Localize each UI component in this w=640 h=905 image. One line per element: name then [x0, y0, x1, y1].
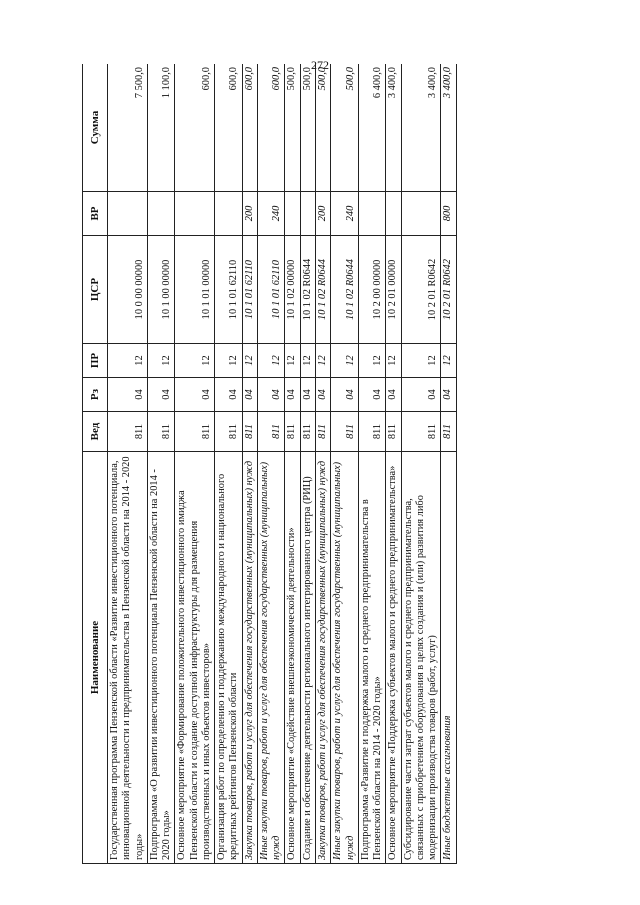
cell-vr — [175, 192, 215, 236]
cell-rz: 04 — [386, 378, 401, 412]
cell-sum: 600,0 — [215, 64, 243, 192]
table-row — [300, 64, 315, 864]
table-row — [401, 64, 441, 864]
cell-ved: 811 — [315, 412, 330, 452]
cell-vr — [285, 192, 300, 236]
cell-sum: 3 400,0 — [441, 64, 456, 192]
cell-name: Иные закупки товаров, работ и услуг для обеспечения государственных (муниципальных) нужд — [257, 452, 285, 864]
cell-rz: 04 — [175, 378, 215, 412]
table-row — [331, 64, 359, 864]
cell-vr: 800 — [441, 192, 456, 236]
cell-csr: 10 1 00 00000 — [147, 236, 175, 344]
cell-vr: 200 — [242, 192, 257, 236]
cell-rz: 04 — [108, 378, 148, 412]
cell-sum: 600,0 — [257, 64, 285, 192]
cell-ved: 811 — [358, 412, 386, 452]
cell-pr: 12 — [315, 344, 330, 378]
cell-name: Закупка товаров, работ и услуг для обеспечения государственных (муниципальных) нужд — [315, 452, 330, 864]
cell-vr — [358, 192, 386, 236]
cell-rz: 04 — [242, 378, 257, 412]
cell-rz: 04 — [300, 378, 315, 412]
cell-rz: 04 — [285, 378, 300, 412]
table-row — [215, 64, 243, 864]
cell-ved: 811 — [331, 412, 359, 452]
table-row — [147, 64, 175, 864]
cell-vr — [401, 192, 441, 236]
cell-rz: 04 — [147, 378, 175, 412]
cell-pr: 12 — [257, 344, 285, 378]
header-ved: Вед — [83, 412, 108, 452]
header-name: Наименование — [83, 452, 108, 864]
rotated-table-area — [82, 64, 558, 864]
cell-sum: 500,0 — [285, 64, 300, 192]
cell-pr: 12 — [300, 344, 315, 378]
cell-csr: 10 1 01 62110 — [242, 236, 257, 344]
cell-rz: 04 — [401, 378, 441, 412]
table-row — [257, 64, 285, 864]
cell-ved: 811 — [386, 412, 401, 452]
table-row — [386, 64, 401, 864]
cell-vr — [215, 192, 243, 236]
cell-csr: 10 2 01 00000 — [386, 236, 401, 344]
table-row — [175, 64, 215, 864]
cell-ved: 811 — [175, 412, 215, 452]
cell-name: Иные закупки товаров, работ и услуг для обеспечения государственных (муниципальных) нужд — [331, 452, 359, 864]
table-row — [108, 64, 148, 864]
cell-csr: 10 1 01 00000 — [175, 236, 215, 344]
cell-name: Субсидирование части затрат субъектов малого и среднего предпринимательства, связанных с приобретением оборудования в целях создания и (или) развития либо модернизации производства товаров (работ, услуг) — [401, 452, 441, 864]
cell-name: Основное мероприятие «Формирование положительного инвестиционного имиджа Пензенской области и создание доступной инфраструктуры для размещения производственных и иных объектов инвесторов» — [175, 452, 215, 864]
table-body — [108, 64, 457, 864]
cell-pr: 12 — [108, 344, 148, 378]
cell-pr: 12 — [441, 344, 456, 378]
cell-rz: 04 — [257, 378, 285, 412]
cell-sum: 500,0 — [331, 64, 359, 192]
cell-ved: 811 — [441, 412, 456, 452]
cell-name: Подпрограмма «О развитии инвестиционного потенциала Пензенской области на 2014 - 2020 годы» — [147, 452, 175, 864]
cell-csr: 10 2 01 R0642 — [401, 236, 441, 344]
table-header-row — [83, 64, 108, 864]
cell-pr: 12 — [331, 344, 359, 378]
table-row — [285, 64, 300, 864]
table-row — [358, 64, 386, 864]
cell-ved: 811 — [401, 412, 441, 452]
cell-pr: 12 — [147, 344, 175, 378]
cell-vr — [108, 192, 148, 236]
header-sum: Сумма — [83, 64, 108, 192]
header-pr: ПР — [83, 344, 108, 378]
header-rz: Рз — [83, 378, 108, 412]
cell-csr: 10 1 02 R0644 — [315, 236, 330, 344]
cell-name: Основное мероприятие «Содействие внешнеэкономической деятельности» — [285, 452, 300, 864]
cell-vr: 240 — [257, 192, 285, 236]
cell-csr: 10 2 00 00000 — [358, 236, 386, 344]
cell-ved: 811 — [242, 412, 257, 452]
cell-pr: 12 — [401, 344, 441, 378]
cell-sum: 3 400,0 — [386, 64, 401, 192]
cell-rz: 04 — [215, 378, 243, 412]
cell-sum: 1 100,0 — [147, 64, 175, 192]
cell-pr: 12 — [215, 344, 243, 378]
cell-sum: 500,0 — [315, 64, 330, 192]
cell-ved: 811 — [285, 412, 300, 452]
cell-sum: 6 400,0 — [358, 64, 386, 192]
cell-pr: 12 — [285, 344, 300, 378]
cell-csr: 10 1 01 62110 — [215, 236, 243, 344]
cell-vr — [147, 192, 175, 236]
cell-rz: 04 — [315, 378, 330, 412]
cell-csr: 10 1 01 62110 — [257, 236, 285, 344]
cell-csr: 10 1 02 00000 — [285, 236, 300, 344]
cell-ved: 811 — [108, 412, 148, 452]
header-vr: ВР — [83, 192, 108, 236]
budget-table — [82, 64, 457, 864]
cell-csr: 10 1 02 R0644 — [331, 236, 359, 344]
table-row — [242, 64, 257, 864]
table-row — [315, 64, 330, 864]
cell-sum: 3 400,0 — [401, 64, 441, 192]
cell-ved: 811 — [147, 412, 175, 452]
cell-name: Закупка товаров, работ и услуг для обеспечения государственных (муниципальных) нужд — [242, 452, 257, 864]
cell-ved: 811 — [257, 412, 285, 452]
cell-sum: 600,0 — [175, 64, 215, 192]
cell-csr: 10 1 02 R0644 — [300, 236, 315, 344]
cell-ved: 811 — [300, 412, 315, 452]
page-number: 272 — [311, 58, 329, 72]
cell-name: Государственная программа Пензенской области «Развитие инвестиционного потенциала, инновационной деятельности и предпринимательства в Пензенской области на 2014 - 2020 годы» — [108, 452, 148, 864]
header-csr: ЦСР — [83, 236, 108, 344]
cell-sum: 7 500,0 — [108, 64, 148, 192]
cell-vr: 200 — [315, 192, 330, 236]
cell-rz: 04 — [331, 378, 359, 412]
cell-pr: 12 — [242, 344, 257, 378]
cell-name: Создание и обеспечение деятельности регионального интегрированного центра (РИЦ) — [300, 452, 315, 864]
cell-csr: 10 2 01 R0642 — [441, 236, 456, 344]
table-row — [441, 64, 456, 864]
cell-pr: 12 — [175, 344, 215, 378]
cell-name: Организация работ по определению и поддержанию международного и национального кредитных рейтингов Пензенской области — [215, 452, 243, 864]
cell-rz: 04 — [358, 378, 386, 412]
cell-ved: 811 — [215, 412, 243, 452]
cell-vr: 240 — [331, 192, 359, 236]
cell-pr: 12 — [386, 344, 401, 378]
cell-sum: 600,0 — [242, 64, 257, 192]
cell-sum: 500,0 — [300, 64, 315, 192]
cell-csr: 10 0 00 00000 — [108, 236, 148, 344]
cell-rz: 04 — [441, 378, 456, 412]
budget-table-container — [82, 64, 558, 864]
cell-name: Иные бюджетные ассигнования — [441, 452, 456, 864]
cell-vr — [386, 192, 401, 236]
cell-name: Подпрограмма «Развитие и поддержка малого и среднего предпринимательства в Пензенской области на 2014 - 2020 годы» — [358, 452, 386, 864]
cell-name: Основное мероприятие «Поддержка субъектов малого и среднего предпринимательства» — [386, 452, 401, 864]
cell-pr: 12 — [358, 344, 386, 378]
cell-vr — [300, 192, 315, 236]
